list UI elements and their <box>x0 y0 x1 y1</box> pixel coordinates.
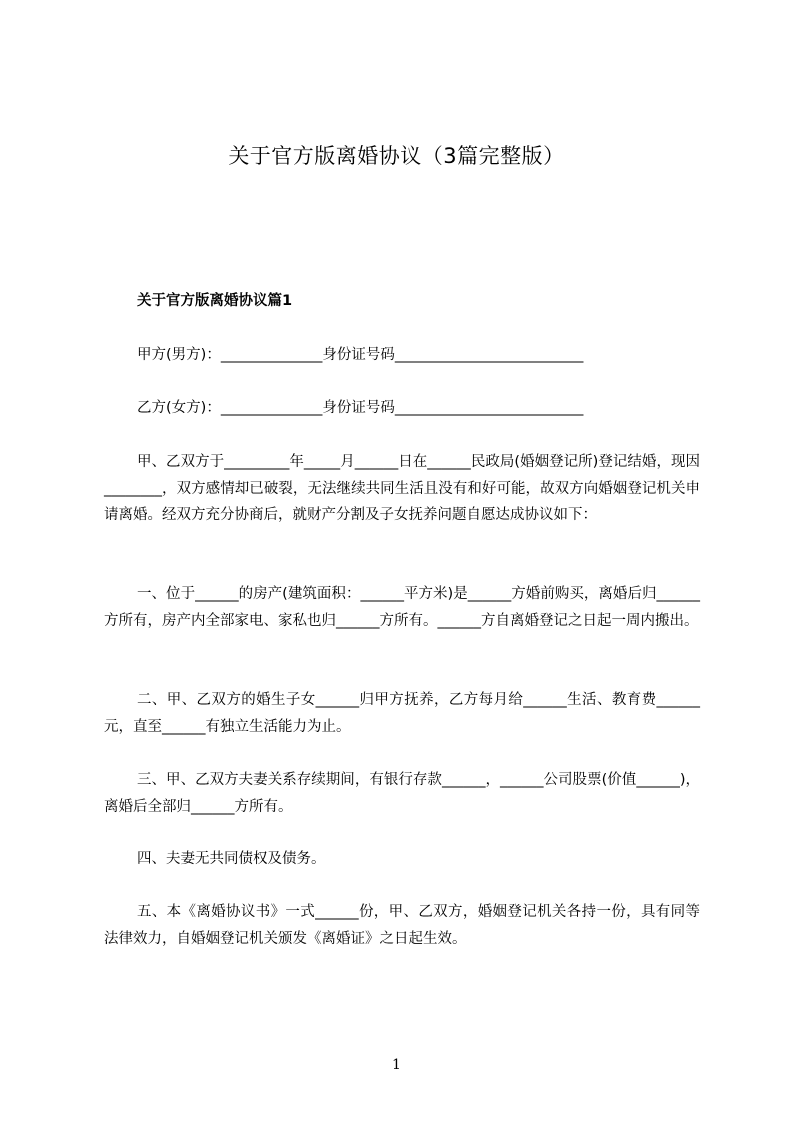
paragraph-clause-2: 二、甲、乙双方的婚生子女______归甲方抚养，乙方每月给______生活、教育费______元，直至______有独立生活能力为止。 <box>104 692 700 735</box>
paragraph-clause-1: 一、位于______的房产(建筑面积：______平方米)是______方婚前购买，离婚后归______方所有，房产内全部家电、家私也归______方所有。______方自离婚登记之日起一周内搬出。 <box>104 586 700 629</box>
page-number: 1 <box>392 1057 401 1073</box>
paragraph-clause-5: 五、本《离婚协议书》一式______份，甲、乙双方，婚姻登记机关各持一份，具有同等法律效力，自婚姻登记机关颁发《离婚证》之日起生效。 <box>104 904 700 947</box>
document-title: 关于官方版离婚协议（3篇完整版） <box>228 144 565 168</box>
section-heading: 关于官方版离婚协议篇1 <box>137 293 293 309</box>
paragraph-clause-3: 三、甲、乙双方夫妻关系存续期间，有银行存款______，______公司股票(价值______)，离婚后全部归______方所有。 <box>104 772 700 815</box>
party-b-line: 乙方(女方)：______________身份证号码__________________________ <box>137 400 584 416</box>
paragraph-marriage-info: 甲、乙双方于_________年_____月______日在______民政局(婚姻登记所)登记结婚，现因________，双方感情却已破裂，无法继续共同生活且没有和好可能，故双方向婚姻登记机关申请离婚。经双方充分协商后，就财产分割及子女抚养问题自愿达成协议如下： <box>104 454 700 523</box>
paragraph-clause-4: 四、夫妻无共同债权及债务。 <box>137 851 326 867</box>
party-a-line: 甲方(男方)：______________身份证号码__________________________ <box>137 347 584 363</box>
